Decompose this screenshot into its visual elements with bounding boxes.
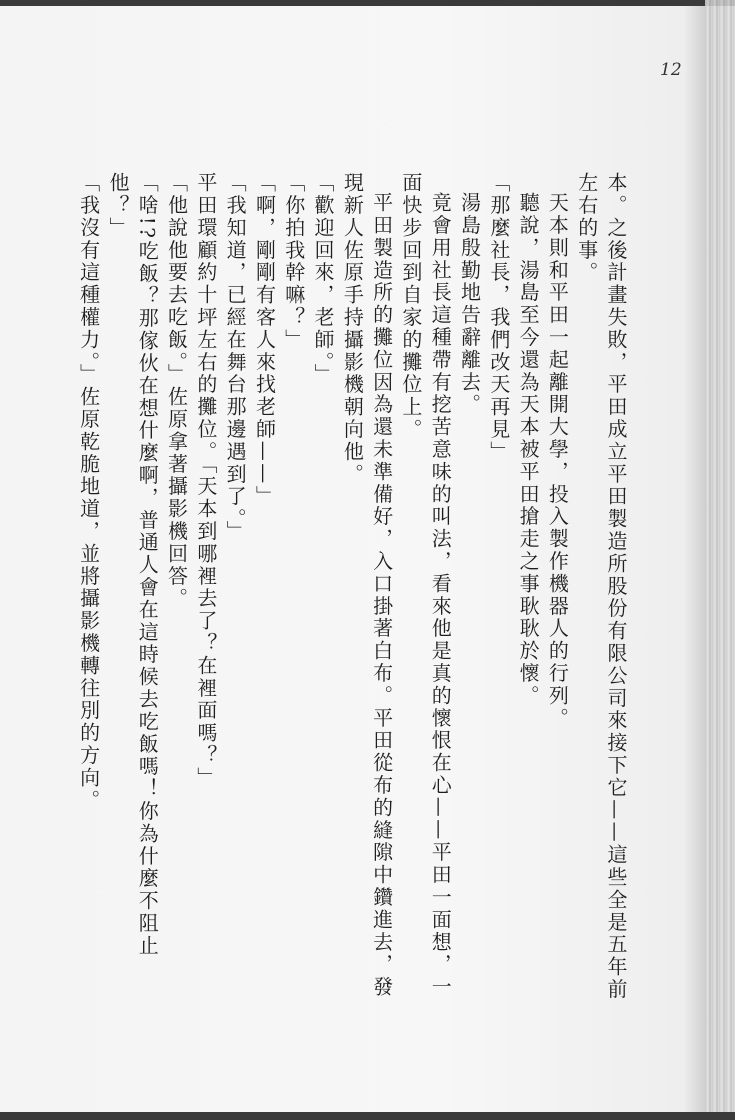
paragraph: 湯島殷勤地告辭離去。: [457, 192, 482, 416]
paragraph: 「你拍我幹嘛？」: [281, 172, 306, 352]
page-number: 12: [660, 60, 682, 80]
paragraph: 「我沒有這種權力。」佐原乾脆地道，並將攝影機轉往別的方向。: [76, 172, 101, 812]
paragraph: 「歡迎回來，老師。」: [311, 172, 336, 386]
paragraph: 「啥!?吃飯？那傢伙在想什麼啊，普通人會在這時候去吃飯嗎！你為什麼不阻止他？」: [105, 172, 160, 958]
scan-bottom-border: [0, 1112, 735, 1120]
paragraph: 「那麼社長，我們改天再見」: [486, 172, 511, 464]
paragraph: 天本則和平田一起離開大學，投入製作機器人的行列。: [545, 192, 570, 730]
paragraph: 平田環顧約十坪左右的攤位。「天本到哪裡去了？在裡面嗎？」: [193, 172, 218, 790]
paragraph: 「我知道，已經在舞台那邊遇到了。」: [223, 172, 248, 543]
vertical-text-body: [70, 172, 630, 1002]
page-edge: [705, 0, 735, 1120]
paragraph: 聽說，湯島至今還為天本被平田搶走之事耿耿於懷。: [516, 192, 541, 708]
paragraph: 「他說他要去吃飯。」佐原拿著攝影機回答。: [164, 172, 189, 610]
scan-top-border: [0, 0, 735, 6]
paragraph: 「啊，剛剛有客人來找老師——」: [252, 172, 277, 508]
paragraph: 竟會用社長這種帶有挖苦意味的叫法，看來他是真的懷恨在心——平田一面想，一面快步回到自家的攤位上。: [398, 172, 453, 999]
paragraph: 平田製造所的攤位因為還未準備好，入口掛著白布。平田從布的縫隙中鑽進去，發現新人佐原手持攝影機朝向他。: [340, 172, 394, 999]
paragraph: 本。之後計畫失敗，平田成立平田製造所股份有限公司來接下它——這些全是五年前左右的事。: [574, 172, 628, 1001]
